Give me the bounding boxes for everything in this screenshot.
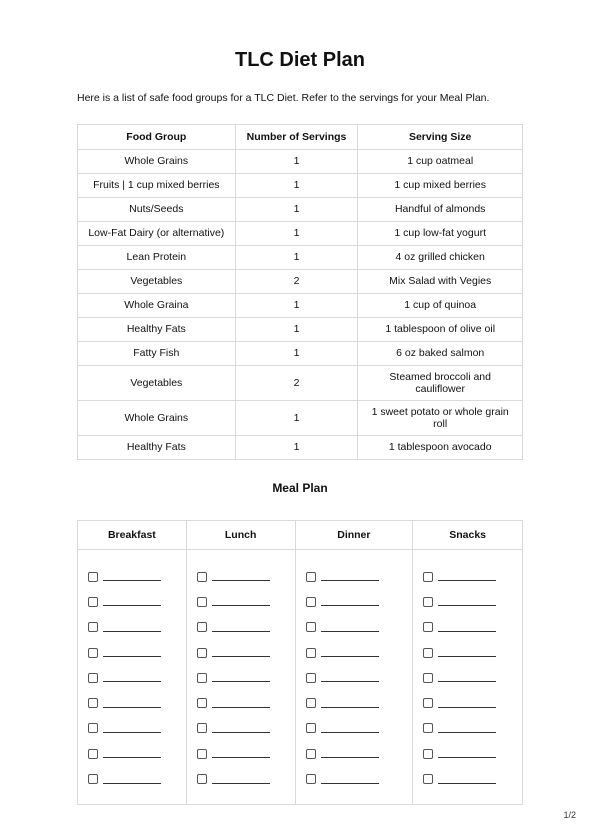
table-row <box>78 270 523 294</box>
checklist-item <box>413 690 522 715</box>
checkbox[interactable] <box>306 673 316 683</box>
food-group-cell: Fatty Fish <box>78 342 236 366</box>
servings-cell: 1 <box>235 246 358 270</box>
checklist-item <box>78 640 186 665</box>
checkbox[interactable] <box>306 572 316 582</box>
checklist-item <box>78 716 186 741</box>
table-row <box>78 174 523 198</box>
checkbox[interactable] <box>423 572 433 582</box>
meal-plan-table <box>77 520 523 805</box>
checkbox[interactable] <box>88 723 98 733</box>
checkbox[interactable] <box>306 622 316 632</box>
page-number: 1/2 <box>563 810 576 820</box>
checkbox[interactable] <box>197 648 207 658</box>
checklist-item <box>187 716 295 741</box>
write-in-line[interactable] <box>212 648 270 657</box>
serving-size-cell: 1 cup mixed berries <box>358 174 523 198</box>
meal-plan-header-row <box>78 521 523 550</box>
table-row <box>78 401 523 436</box>
servings-cell: 1 <box>235 342 358 366</box>
checklist-item <box>296 766 413 791</box>
checkbox[interactable] <box>88 749 98 759</box>
checklist-item <box>78 690 186 715</box>
servings-cell: 1 <box>235 198 358 222</box>
table-row <box>78 342 523 366</box>
food-table-header-row <box>78 125 523 150</box>
checkbox[interactable] <box>423 673 433 683</box>
write-in-line[interactable] <box>103 648 161 657</box>
checklist-item <box>187 589 295 614</box>
table-row <box>78 366 523 401</box>
food-group-cell: Whole Grains <box>78 401 236 436</box>
write-in-line[interactable] <box>438 623 496 632</box>
serving-size-cell: 1 cup of quinoa <box>358 294 523 318</box>
header-lunch: Lunch <box>186 521 295 550</box>
write-in-line[interactable] <box>212 572 270 581</box>
checklist-item <box>78 589 186 614</box>
lunch-column <box>186 550 295 805</box>
table-row <box>78 294 523 318</box>
checkbox[interactable] <box>423 597 433 607</box>
serving-size-cell: Mix Salad with Vegies <box>358 270 523 294</box>
write-in-line[interactable] <box>321 699 379 708</box>
snacks-checklist <box>413 550 522 804</box>
checkbox[interactable] <box>306 723 316 733</box>
checklist-item <box>413 766 522 791</box>
dinner-checklist <box>296 550 413 804</box>
write-in-line[interactable] <box>321 749 379 758</box>
dinner-column <box>295 550 413 805</box>
checklist-item <box>413 615 522 640</box>
serving-size-cell: Steamed broccoli and cauliflower <box>358 366 523 401</box>
checklist-item <box>187 766 295 791</box>
serving-size-cell: 1 sweet potato or whole grain roll <box>358 401 523 436</box>
write-in-line[interactable] <box>321 724 379 733</box>
intro-text: Here is a list of safe food groups for a TLC Diet. Refer to the servings for your Meal Plan. <box>77 92 490 104</box>
checklist-item <box>413 716 522 741</box>
write-in-line[interactable] <box>321 673 379 682</box>
checkbox[interactable] <box>88 673 98 683</box>
checkbox[interactable] <box>423 622 433 632</box>
serving-size-cell: 1 tablespoon avocado <box>358 436 523 460</box>
checklist-item <box>413 589 522 614</box>
write-in-line[interactable] <box>103 775 161 784</box>
write-in-line[interactable] <box>321 775 379 784</box>
checklist-item <box>296 640 413 665</box>
checkbox[interactable] <box>197 774 207 784</box>
table-row <box>78 198 523 222</box>
serving-size-cell: 1 cup low-fat yogurt <box>358 222 523 246</box>
food-group-cell: Whole Grains <box>78 150 236 174</box>
checkbox[interactable] <box>423 698 433 708</box>
snacks-column <box>413 550 523 805</box>
servings-cell: 1 <box>235 174 358 198</box>
checkbox[interactable] <box>88 648 98 658</box>
checklist-item <box>413 564 522 589</box>
food-group-cell: Low-Fat Dairy (or alternative) <box>78 222 236 246</box>
checkbox[interactable] <box>423 749 433 759</box>
checklist-item <box>187 640 295 665</box>
checkbox[interactable] <box>423 648 433 658</box>
checkbox[interactable] <box>306 597 316 607</box>
write-in-line[interactable] <box>103 724 161 733</box>
food-group-cell: Fruits | 1 cup mixed berries <box>78 174 236 198</box>
write-in-line[interactable] <box>321 623 379 632</box>
checklist-item <box>296 615 413 640</box>
food-group-cell: Healthy Fats <box>78 436 236 460</box>
header-number-of-servings: Number of Servings <box>235 125 358 150</box>
write-in-line[interactable] <box>212 699 270 708</box>
write-in-line[interactable] <box>438 699 496 708</box>
checklist-item <box>187 564 295 589</box>
checklist-item <box>78 665 186 690</box>
food-group-cell: Nuts/Seeds <box>78 198 236 222</box>
checkbox[interactable] <box>423 723 433 733</box>
checklist-item <box>413 665 522 690</box>
write-in-line[interactable] <box>321 597 379 606</box>
checklist-item <box>296 741 413 766</box>
write-in-line[interactable] <box>438 597 496 606</box>
write-in-line[interactable] <box>438 775 496 784</box>
food-group-cell: Healthy Fats <box>78 318 236 342</box>
servings-cell: 2 <box>235 366 358 401</box>
checklist-item <box>78 766 186 791</box>
servings-cell: 1 <box>235 436 358 460</box>
checkbox[interactable] <box>88 622 98 632</box>
breakfast-checklist <box>78 550 186 804</box>
write-in-line[interactable] <box>438 724 496 733</box>
write-in-line[interactable] <box>103 699 161 708</box>
checkbox[interactable] <box>306 698 316 708</box>
table-row <box>78 222 523 246</box>
food-group-cell: Lean Protein <box>78 246 236 270</box>
servings-cell: 1 <box>235 150 358 174</box>
write-in-line[interactable] <box>321 648 379 657</box>
food-group-cell: Vegetables <box>78 366 236 401</box>
table-row <box>78 436 523 460</box>
checklist-item <box>296 716 413 741</box>
servings-cell: 2 <box>235 270 358 294</box>
header-breakfast: Breakfast <box>78 521 187 550</box>
checklist-item <box>296 589 413 614</box>
checkbox[interactable] <box>306 749 316 759</box>
checklist-item <box>296 564 413 589</box>
header-food-group: Food Group <box>78 125 236 150</box>
checkbox[interactable] <box>306 648 316 658</box>
write-in-line[interactable] <box>212 749 270 758</box>
checkbox[interactable] <box>88 597 98 607</box>
checkbox[interactable] <box>197 597 207 607</box>
write-in-line[interactable] <box>438 673 496 682</box>
checklist-item <box>187 690 295 715</box>
serving-size-cell: 1 tablespoon of olive oil <box>358 318 523 342</box>
serving-size-cell: 6 oz baked salmon <box>358 342 523 366</box>
header-snacks: Snacks <box>413 521 523 550</box>
write-in-line[interactable] <box>212 775 270 784</box>
write-in-line[interactable] <box>321 572 379 581</box>
checkbox[interactable] <box>197 673 207 683</box>
checklist-item <box>187 615 295 640</box>
checklist-item <box>413 741 522 766</box>
checkbox[interactable] <box>197 698 207 708</box>
checkbox[interactable] <box>197 723 207 733</box>
checkbox[interactable] <box>88 774 98 784</box>
meal-plan-title: Meal Plan <box>272 481 328 495</box>
write-in-line[interactable] <box>103 597 161 606</box>
write-in-line[interactable] <box>438 648 496 657</box>
write-in-line[interactable] <box>212 597 270 606</box>
lunch-checklist <box>187 550 295 804</box>
write-in-line[interactable] <box>103 673 161 682</box>
write-in-line[interactable] <box>212 673 270 682</box>
header-dinner: Dinner <box>295 521 413 550</box>
food-group-table <box>77 124 523 460</box>
food-group-cell: Whole Graina <box>78 294 236 318</box>
page-title: TLC Diet Plan <box>234 49 365 71</box>
servings-cell: 1 <box>235 222 358 246</box>
write-in-line[interactable] <box>212 623 270 632</box>
checkbox[interactable] <box>88 572 98 582</box>
checklist-item <box>187 665 295 690</box>
checkbox[interactable] <box>197 572 207 582</box>
checklist-item <box>187 741 295 766</box>
breakfast-column <box>78 550 187 805</box>
table-row <box>78 246 523 270</box>
servings-cell: 1 <box>235 401 358 436</box>
write-in-line[interactable] <box>103 572 161 581</box>
write-in-line[interactable] <box>103 623 161 632</box>
checklist-item <box>296 690 413 715</box>
write-in-line[interactable] <box>103 749 161 758</box>
checklist-item <box>413 640 522 665</box>
serving-size-cell: Handful of almonds <box>358 198 523 222</box>
checklist-item <box>78 741 186 766</box>
serving-size-cell: 1 cup oatmeal <box>358 150 523 174</box>
checkbox[interactable] <box>306 774 316 784</box>
checkbox[interactable] <box>88 698 98 708</box>
checkbox[interactable] <box>197 622 207 632</box>
write-in-line[interactable] <box>438 749 496 758</box>
food-group-cell: Vegetables <box>78 270 236 294</box>
servings-cell: 1 <box>235 294 358 318</box>
serving-size-cell: 4 oz grilled chicken <box>358 246 523 270</box>
servings-cell: 1 <box>235 318 358 342</box>
checkbox[interactable] <box>423 774 433 784</box>
meal-plan-body-row <box>78 550 523 805</box>
checklist-item <box>78 564 186 589</box>
header-serving-size: Serving Size <box>358 125 523 150</box>
table-row <box>78 150 523 174</box>
checklist-item <box>296 665 413 690</box>
checkbox[interactable] <box>197 749 207 759</box>
checklist-item <box>78 615 186 640</box>
write-in-line[interactable] <box>438 572 496 581</box>
write-in-line[interactable] <box>212 724 270 733</box>
table-row <box>78 318 523 342</box>
